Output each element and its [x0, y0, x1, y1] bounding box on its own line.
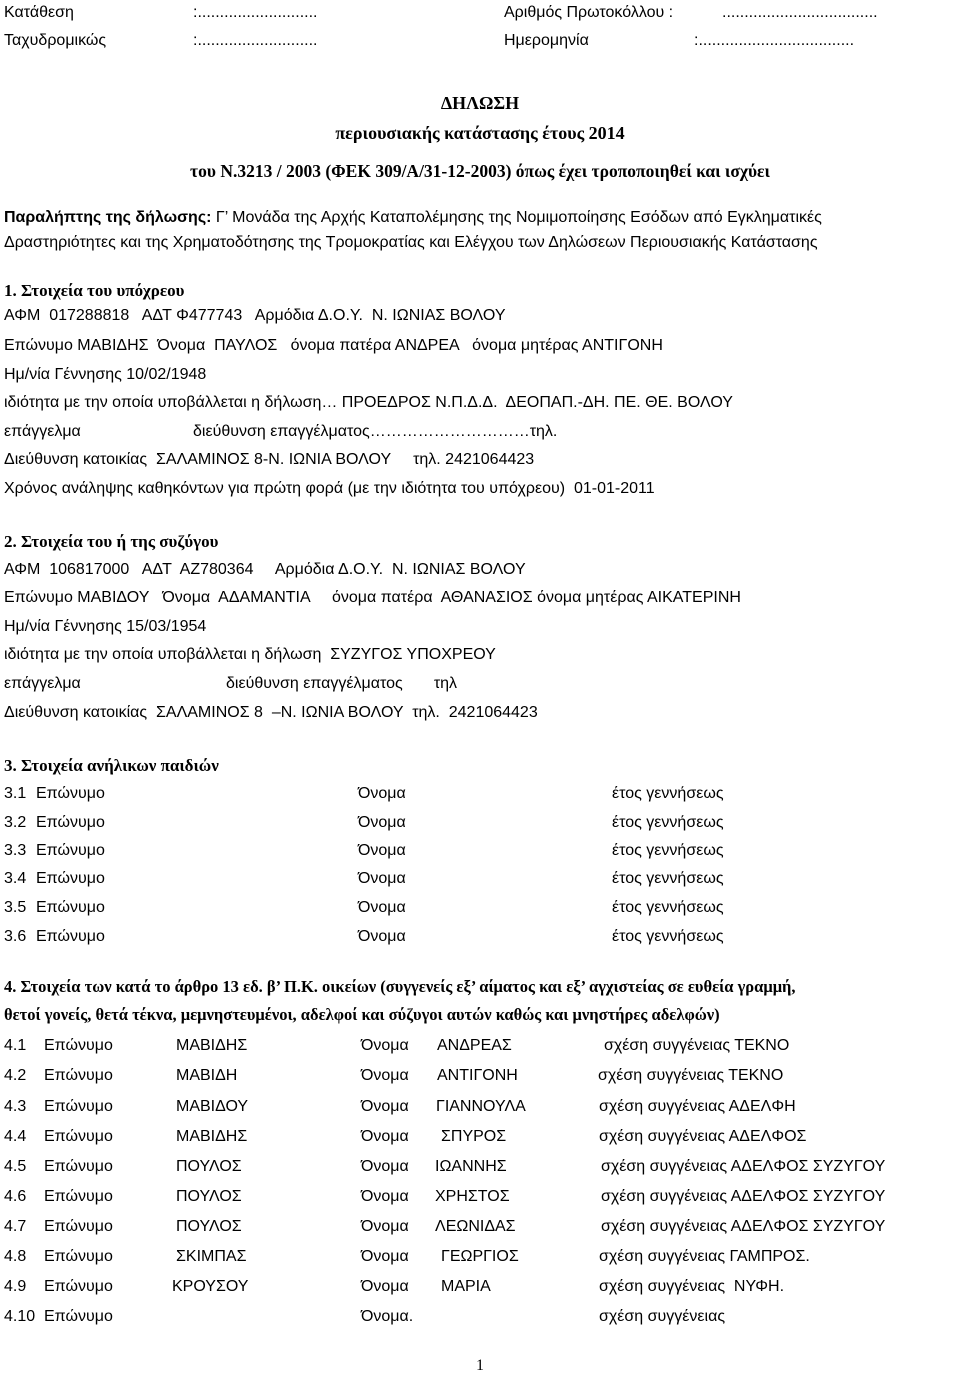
relative-surname: ΜΑΒΙΔΟΥ: [176, 1098, 249, 1115]
relative-surname: ΠΟΥΛΟΣ: [176, 1218, 242, 1235]
relative-relation: σχέση συγγένειας ΤΕΚΝΟ: [598, 1067, 784, 1084]
relative-relation: σχέση συγγένειας ΑΔΕΛΦΟΣ ΣΥΖΥΓΟΥ: [601, 1218, 886, 1235]
relative-name: ΣΠΥΡΟΣ: [441, 1128, 507, 1145]
table-row: [0, 927, 960, 947]
protocol-value: ...................................: [722, 4, 878, 21]
relative-name: ΧΡΗΣΤΟΣ: [435, 1188, 510, 1205]
child-surname-label: Επώνυμο: [36, 814, 105, 831]
child-surname-label: Επώνυμο: [36, 928, 105, 945]
relative-surname-label: Επώνυμο: [44, 1128, 113, 1145]
relative-number: 4.8: [4, 1248, 27, 1265]
relative-relation: σχέση συγγένειας ΑΔΕΛΦΟΣ ΣΥΖΥΓΟΥ: [601, 1188, 886, 1205]
table-row: [0, 813, 960, 833]
relative-surname: ΠΟΥΛΟΣ: [176, 1188, 242, 1205]
section2-line1: ΑΦΜ 106817000 ΑΔΤ ΑΖ780364 Αρμόδια Δ.Ο.Υ. Ν. ΙΩΝΙΑΣ ΒΟΛΟΥ: [4, 561, 526, 578]
relative-name-label: Όνομα: [361, 1067, 409, 1084]
relative-surname: ΜΑΒΙΔΗ: [176, 1067, 238, 1084]
child-surname-label: Επώνυμο: [36, 899, 105, 916]
table-row: [0, 1157, 960, 1177]
recipient-line: [4, 208, 822, 228]
relative-number: 4.10: [4, 1308, 36, 1325]
relative-relation: σχέση συγγένειας ΓΑΜΠΡΟΣ.: [599, 1248, 810, 1265]
relative-surname: ΠΟΥΛΟΣ: [176, 1158, 242, 1175]
postal-value: :...........................: [193, 32, 318, 49]
child-year-label: έτος γεννήσεως: [612, 842, 724, 859]
relative-number: 4.1: [4, 1037, 27, 1054]
section1-line5-label: επάγγελμα: [4, 423, 81, 440]
relative-relation: σχέση συγγένειας ΑΔΕΛΦΟΣ ΣΥΖΥΓΟΥ: [601, 1158, 886, 1175]
section2-line5-label: επάγγελμα: [4, 675, 81, 692]
table-row: [0, 1247, 960, 1267]
relative-name-label: Όνομα: [361, 1037, 409, 1054]
relative-number: 4.6: [4, 1188, 27, 1205]
document-title: ΔΗΛΩΣΗ: [440, 93, 520, 113]
page-number: 1: [476, 1357, 484, 1374]
postal-label: Ταχυδρομικώς: [4, 32, 107, 49]
section1-line7: Χρόνος ανάληψης καθηκόντων για πρώτη φορά (με την ιδιότητα του υπόχρεου) 01-01-2011: [4, 480, 655, 497]
relative-surname: ΚΡΟΥΣΟΥ: [172, 1278, 249, 1295]
relative-name-label: Όνομα: [361, 1278, 409, 1295]
section2-line5-value: διεύθυνση επαγγέλματος τηλ: [226, 675, 458, 692]
deposit-value: :...........................: [193, 4, 318, 21]
date-value: :...................................: [694, 32, 855, 49]
relative-surname: ΜΑΒΙΔΗΣ: [176, 1037, 248, 1054]
relative-surname-label: Επώνυμο: [44, 1218, 113, 1235]
table-row: [0, 784, 960, 804]
protocol-label: Αριθμός Πρωτοκόλλου :: [504, 4, 674, 21]
table-row: [0, 898, 960, 918]
section2-line6: Διεύθυνση κατοικίας ΣΑΛΑΜΙΝΟΣ 8 –Ν. ΙΩΝΙΑ ΒΟΛΟΥ τηλ. 2421064423: [4, 704, 538, 721]
section1-heading: 1. Στοιχεία του υπόχρεου: [4, 281, 185, 300]
relative-name: ΜΑΡΙΑ: [441, 1278, 491, 1295]
relative-relation: σχέση συγγένειας ΑΔΕΛΦΗ: [599, 1098, 796, 1115]
relative-name: ΑΝΔΡΕΑΣ: [437, 1037, 512, 1054]
section2-line4: ιδιότητα με την οποία υποβάλλεται η δήλωση ΣΥΖΥΓΟΣ ΥΠΟΧΡΕΟΥ: [4, 646, 496, 663]
relative-name-label: Όνομα: [361, 1218, 409, 1235]
section1-line5-value: διεύθυνση επαγγέλματος…………………………τηλ.: [193, 423, 558, 440]
table-row: [0, 841, 960, 861]
child-number: 3.4: [4, 870, 27, 887]
child-name-label: Όνομα: [358, 928, 406, 945]
relative-relation: σχέση συγγένειας ΤΕΚΝΟ: [604, 1037, 790, 1054]
child-name-label: Όνομα: [358, 870, 406, 887]
relative-number: 4.5: [4, 1158, 27, 1175]
table-row: [0, 1307, 960, 1327]
table-row: [0, 1066, 960, 1086]
relative-name: ΓΕΩΡΓΙΟΣ: [441, 1248, 519, 1265]
document-subtitle: περιουσιακής κατάστασης έτους 2014: [335, 123, 625, 143]
relative-number: 4.2: [4, 1067, 27, 1084]
relative-name-label: Όνομα: [361, 1098, 409, 1115]
date-label: Ημερομηνία: [504, 32, 589, 49]
relative-relation: σχέση συγγένειας: [599, 1308, 726, 1325]
section1-line2: Επώνυμο ΜΑΒΙΔΗΣ Όνομα ΠΑΥΛΟΣ όνομα πατέρα ΑΝΔΡΕΑ όνομα μητέρας ΑΝΤΙΓΟΝΗ: [4, 337, 663, 354]
relative-name-label: Όνομα: [361, 1128, 409, 1145]
relative-number: 4.4: [4, 1128, 27, 1145]
relative-surname: ΣΚΙΜΠΑΣ: [176, 1248, 247, 1265]
relative-relation: σχέση συγγένειας ΑΔΕΛΦΟΣ: [599, 1128, 807, 1145]
table-row: [0, 1127, 960, 1147]
child-year-label: έτος γεννήσεως: [612, 870, 724, 887]
child-number: 3.2: [4, 814, 27, 831]
deposit-label: Κατάθεση: [4, 4, 74, 21]
section4-heading-2: θετοί γονείς, θετά τέκνα, μεμνηστευμένοι, αδελφοί και σύζυγοι αυτών καθώς και μνηστήρες αδελφών): [4, 1005, 720, 1024]
child-name-label: Όνομα: [358, 842, 406, 859]
child-name-label: Όνομα: [358, 899, 406, 916]
relative-name-label: Όνομα: [361, 1158, 409, 1175]
child-surname-label: Επώνυμο: [36, 842, 105, 859]
child-name-label: Όνομα: [358, 814, 406, 831]
relative-name-label: Όνομα: [361, 1248, 409, 1265]
table-row: [0, 1036, 960, 1056]
relative-surname-label: Επώνυμο: [44, 1248, 113, 1265]
relative-name-label: Όνομα.: [361, 1308, 414, 1325]
relative-name: ΓΙΑΝΝΟΥΛΑ: [436, 1098, 526, 1115]
recipient-label: Παραλήπτης της δήλωσης:: [4, 209, 212, 226]
relative-surname-label: Επώνυμο: [44, 1098, 113, 1115]
relative-surname-label: Επώνυμο: [44, 1037, 113, 1054]
child-number: 3.5: [4, 899, 27, 916]
relative-surname-label: Επώνυμο: [44, 1188, 113, 1205]
child-number: 3.6: [4, 928, 27, 945]
child-number: 3.3: [4, 842, 27, 859]
table-row: [0, 869, 960, 889]
relative-surname-label: Επώνυμο: [44, 1158, 113, 1175]
table-row: [0, 1277, 960, 1297]
relative-surname-label: Επώνυμο: [44, 1067, 113, 1084]
section1-line4: ιδιότητα με την οποία υποβάλλεται η δήλωση… ΠΡΟΕΔΡΟΣ Ν.Π.Δ.Δ. ΔΕΟΠΑΠ.-ΔΗ. ΠΕ. ΘΕ. ΒΟΛΟΥ: [4, 394, 733, 411]
table-row: [0, 1097, 960, 1117]
document-law: του Ν.3213 / 2003 (ΦΕΚ 309/Α/31-12-2003) όπως έχει τροποποιηθεί και ισχύει: [190, 161, 770, 181]
child-name-label: Όνομα: [358, 785, 406, 802]
recipient-text-1: Γ’ Μονάδα της Αρχής Καταπολέμησης της Νομιμοποίησης Εσόδων από Εγκληματικές: [211, 209, 822, 226]
section1-line1: ΑΦΜ 017288818 ΑΔΤ Φ477743 Αρμόδια Δ.Ο.Υ. Ν. ΙΩΝΙΑΣ ΒΟΛΟΥ: [4, 307, 506, 324]
relative-name: ΛΕΩΝΙΔΑΣ: [435, 1218, 516, 1235]
child-year-label: έτος γεννήσεως: [612, 928, 724, 945]
relative-surname: ΜΑΒΙΔΗΣ: [176, 1128, 248, 1145]
child-number: 3.1: [4, 785, 27, 802]
relative-number: 4.3: [4, 1098, 27, 1115]
section1-line3: Ημ/νία Γέννησης 10/02/1948: [4, 366, 207, 383]
child-surname-label: Επώνυμο: [36, 785, 105, 802]
section2-line3: Ημ/νία Γέννησης 15/03/1954: [4, 618, 207, 635]
relative-name: ΑΝΤΙΓΟΝΗ: [437, 1067, 518, 1084]
relative-relation: σχέση συγγένειας ΝΥΦΗ.: [599, 1278, 785, 1295]
section2-line2: Επώνυμο ΜΑΒΙΔΟΥ Όνομα ΑΔΑΜΑΝΤΙΑ όνομα πατέρα ΑΘΑΝΑΣΙΟΣ όνομα μητέρας ΑΙΚΑΤΕΡΙΝΗ: [4, 589, 741, 606]
section4-heading-1: 4. Στοιχεία των κατά το άρθρο 13 εδ. β’ Π.Κ. οικείων (συγγενείς εξ’ αίματος και εξ’ αγχιστείας σε ευθεία γραμμή,: [4, 977, 796, 996]
child-year-label: έτος γεννήσεως: [612, 785, 724, 802]
relative-number: 4.9: [4, 1278, 27, 1295]
section3-heading: 3. Στοιχεία ανήλικων παιδιών: [4, 756, 219, 775]
relative-surname-label: Επώνυμο: [44, 1308, 113, 1325]
table-row: [0, 1217, 960, 1237]
relative-name-label: Όνομα: [361, 1188, 409, 1205]
relative-name: ΙΩΑΝΝΗΣ: [435, 1158, 507, 1175]
section1-line6: Διεύθυνση κατοικίας ΣΑΛΑΜΙΝΟΣ 8-Ν. ΙΩΝΙΑ ΒΟΛΟΥ τηλ. 2421064423: [4, 451, 535, 468]
child-surname-label: Επώνυμο: [36, 870, 105, 887]
relative-surname-label: Επώνυμο: [44, 1278, 113, 1295]
child-year-label: έτος γεννήσεως: [612, 814, 724, 831]
section2-heading: 2. Στοιχεία του ή της συζύγου: [4, 532, 219, 551]
table-row: [0, 1187, 960, 1207]
child-year-label: έτος γεννήσεως: [612, 899, 724, 916]
relative-number: 4.7: [4, 1218, 27, 1235]
recipient-text-2: Δραστηριότητες και της Χρηματοδότησης της Τρομοκρατίας και Ελέγχου των Δηλώσεων Περιουσιακής Κατάστασης: [4, 234, 818, 251]
